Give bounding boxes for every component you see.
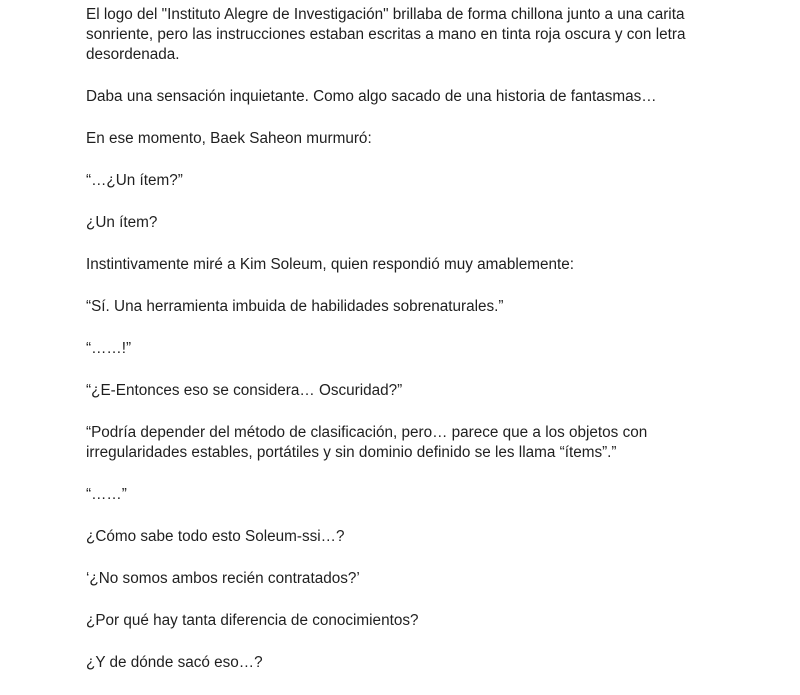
document-body	[86, 5, 726, 695]
paragraph: ¿Cómo sabe todo esto Soleum-ssi…?	[86, 528, 345, 545]
paragraph: ¿Por qué hay tanta diferencia de conocimientos?	[86, 612, 419, 629]
paragraph: El logo del "Instituto Alegre de Investigación" brillaba de forma chillona junto a una carita sonriente, pero las instrucciones estaban escritas a mano en tinta roja oscura y con letra desordenada.	[86, 6, 686, 63]
paragraph: ¿Un ítem?	[86, 214, 158, 231]
paragraph: “……!”	[86, 340, 132, 357]
paragraph: “…¿Un ítem?”	[86, 172, 183, 189]
paragraph: “Podría depender del método de clasificación, pero… parece que a los objetos con irregularidades estables, portátiles y sin dominio definido se les llama “ítems”.”	[86, 424, 648, 461]
paragraph: Instintivamente miré a Kim Soleum, quien respondió muy amablemente:	[86, 256, 575, 273]
paragraph: “Sí. Una herramienta imbuida de habilidades sobrenaturales.”	[86, 298, 504, 315]
paragraph: “¿E-Entonces eso se considera… Oscuridad?”	[86, 382, 403, 399]
paragraph: ‘¿No somos ambos recién contratados?’	[86, 570, 360, 587]
paragraph: “……”	[86, 486, 127, 503]
paragraph: Daba una sensación inquietante. Como algo sacado de una historia de fantasmas…	[86, 88, 657, 105]
paragraph: ¿Y de dónde sacó eso…?	[86, 654, 263, 671]
paragraph: En ese momento, Baek Saheon murmuró:	[86, 130, 372, 147]
